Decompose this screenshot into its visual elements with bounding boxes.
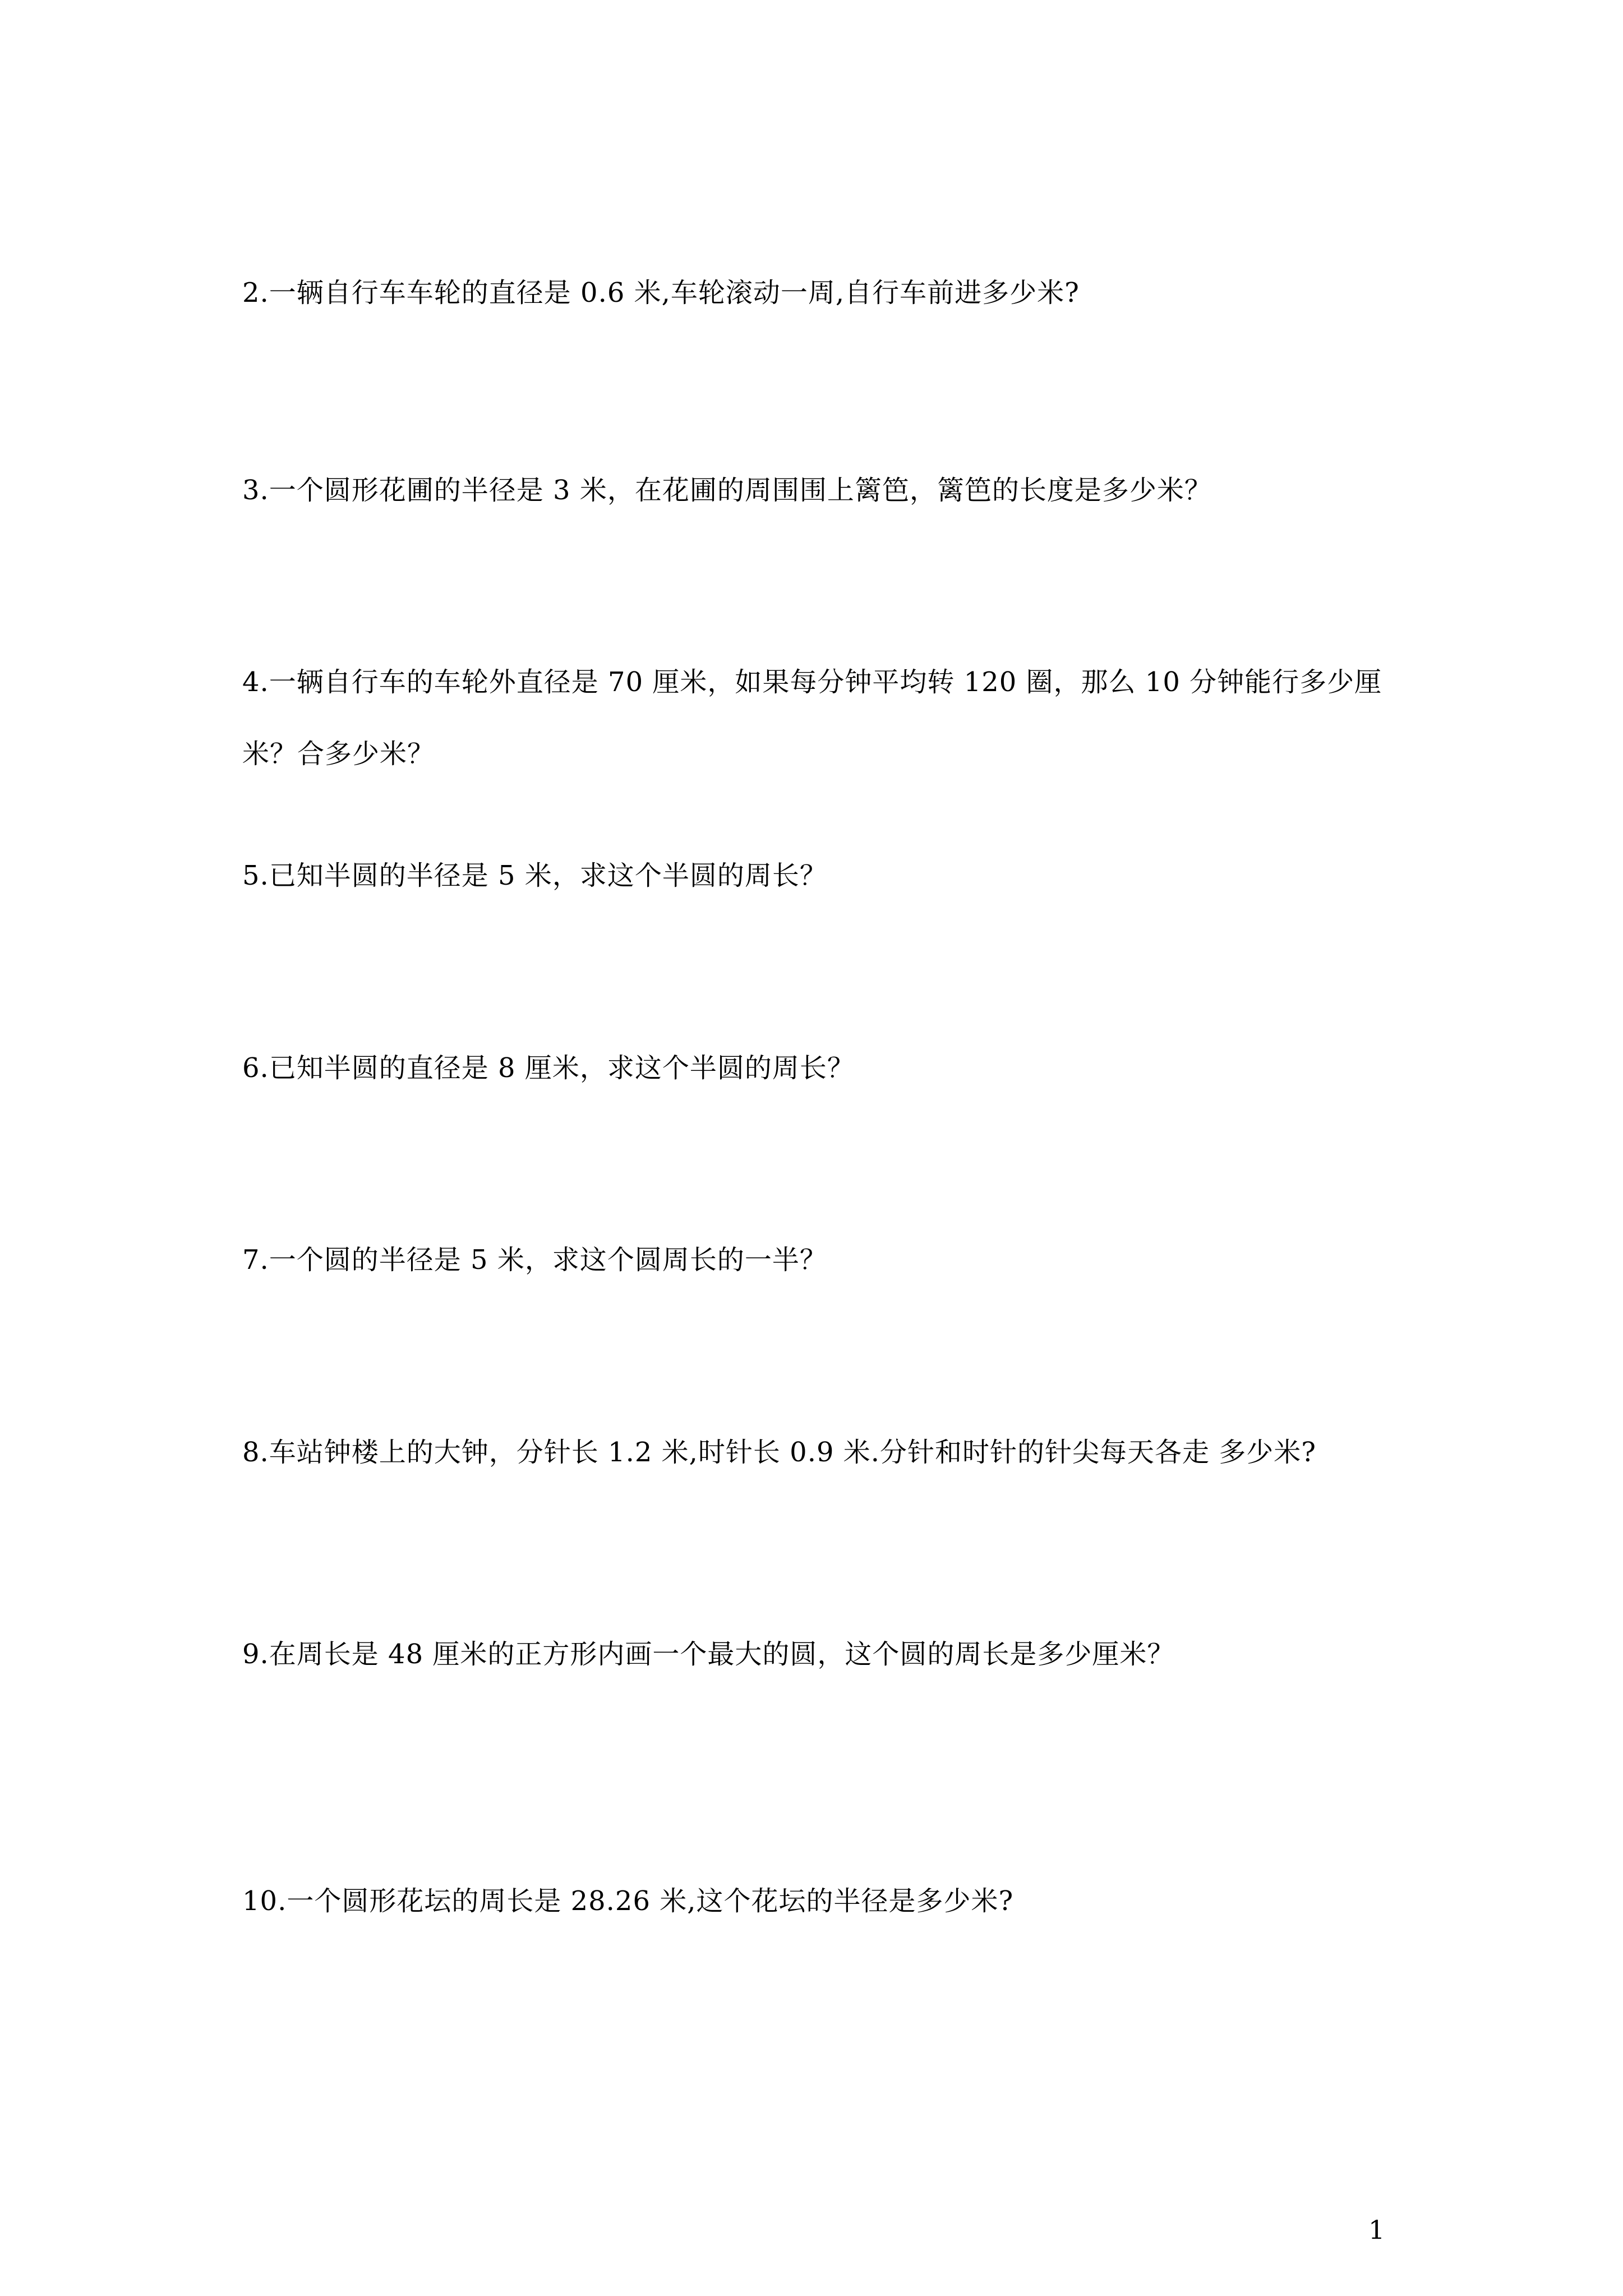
question-10: 10.一个圆形花坛的周长是 28.26 米,这个花坛的半径是多少米? [242, 1885, 1014, 1917]
question-3: 3.一个圆形花圃的半径是 3 米，在花圃的周围围上篱笆，篱笆的长度是多少米？ [242, 475, 1212, 506]
question-7: 7.一个圆的半径是 5 米，求这个圆周长的一半？ [242, 1244, 827, 1276]
question-4: 4.一辆自行车的车轮外直径是 70 厘米，如果每分钟平均转 120 圈，那么 10 分钟能行多少厘米？合多少米？ [242, 666, 1382, 770]
question-9: 9.在周长是 48 厘米的正方形内画一个最大的圆，这个圆的周长是多少厘米？ [242, 1639, 1175, 1670]
question-5: 5.已知半圆的半径是 5 米，求这个半圆的周长？ [242, 860, 827, 891]
question-6: 6.已知半圆的直径是 8 厘米，求这个半圆的周长？ [242, 1052, 855, 1084]
question-8: 8.车站钟楼上的大钟，分针长 1.2 米,时针长 0.9 米.分针和时针的针尖每天各走 多少米? [242, 1437, 1317, 1468]
page-number: 1 [1368, 2215, 1385, 2245]
question-2: 2.一辆自行车车轮的直径是 0.6 米,车轮滚动一周,自行车前进多少米? [242, 277, 1080, 309]
